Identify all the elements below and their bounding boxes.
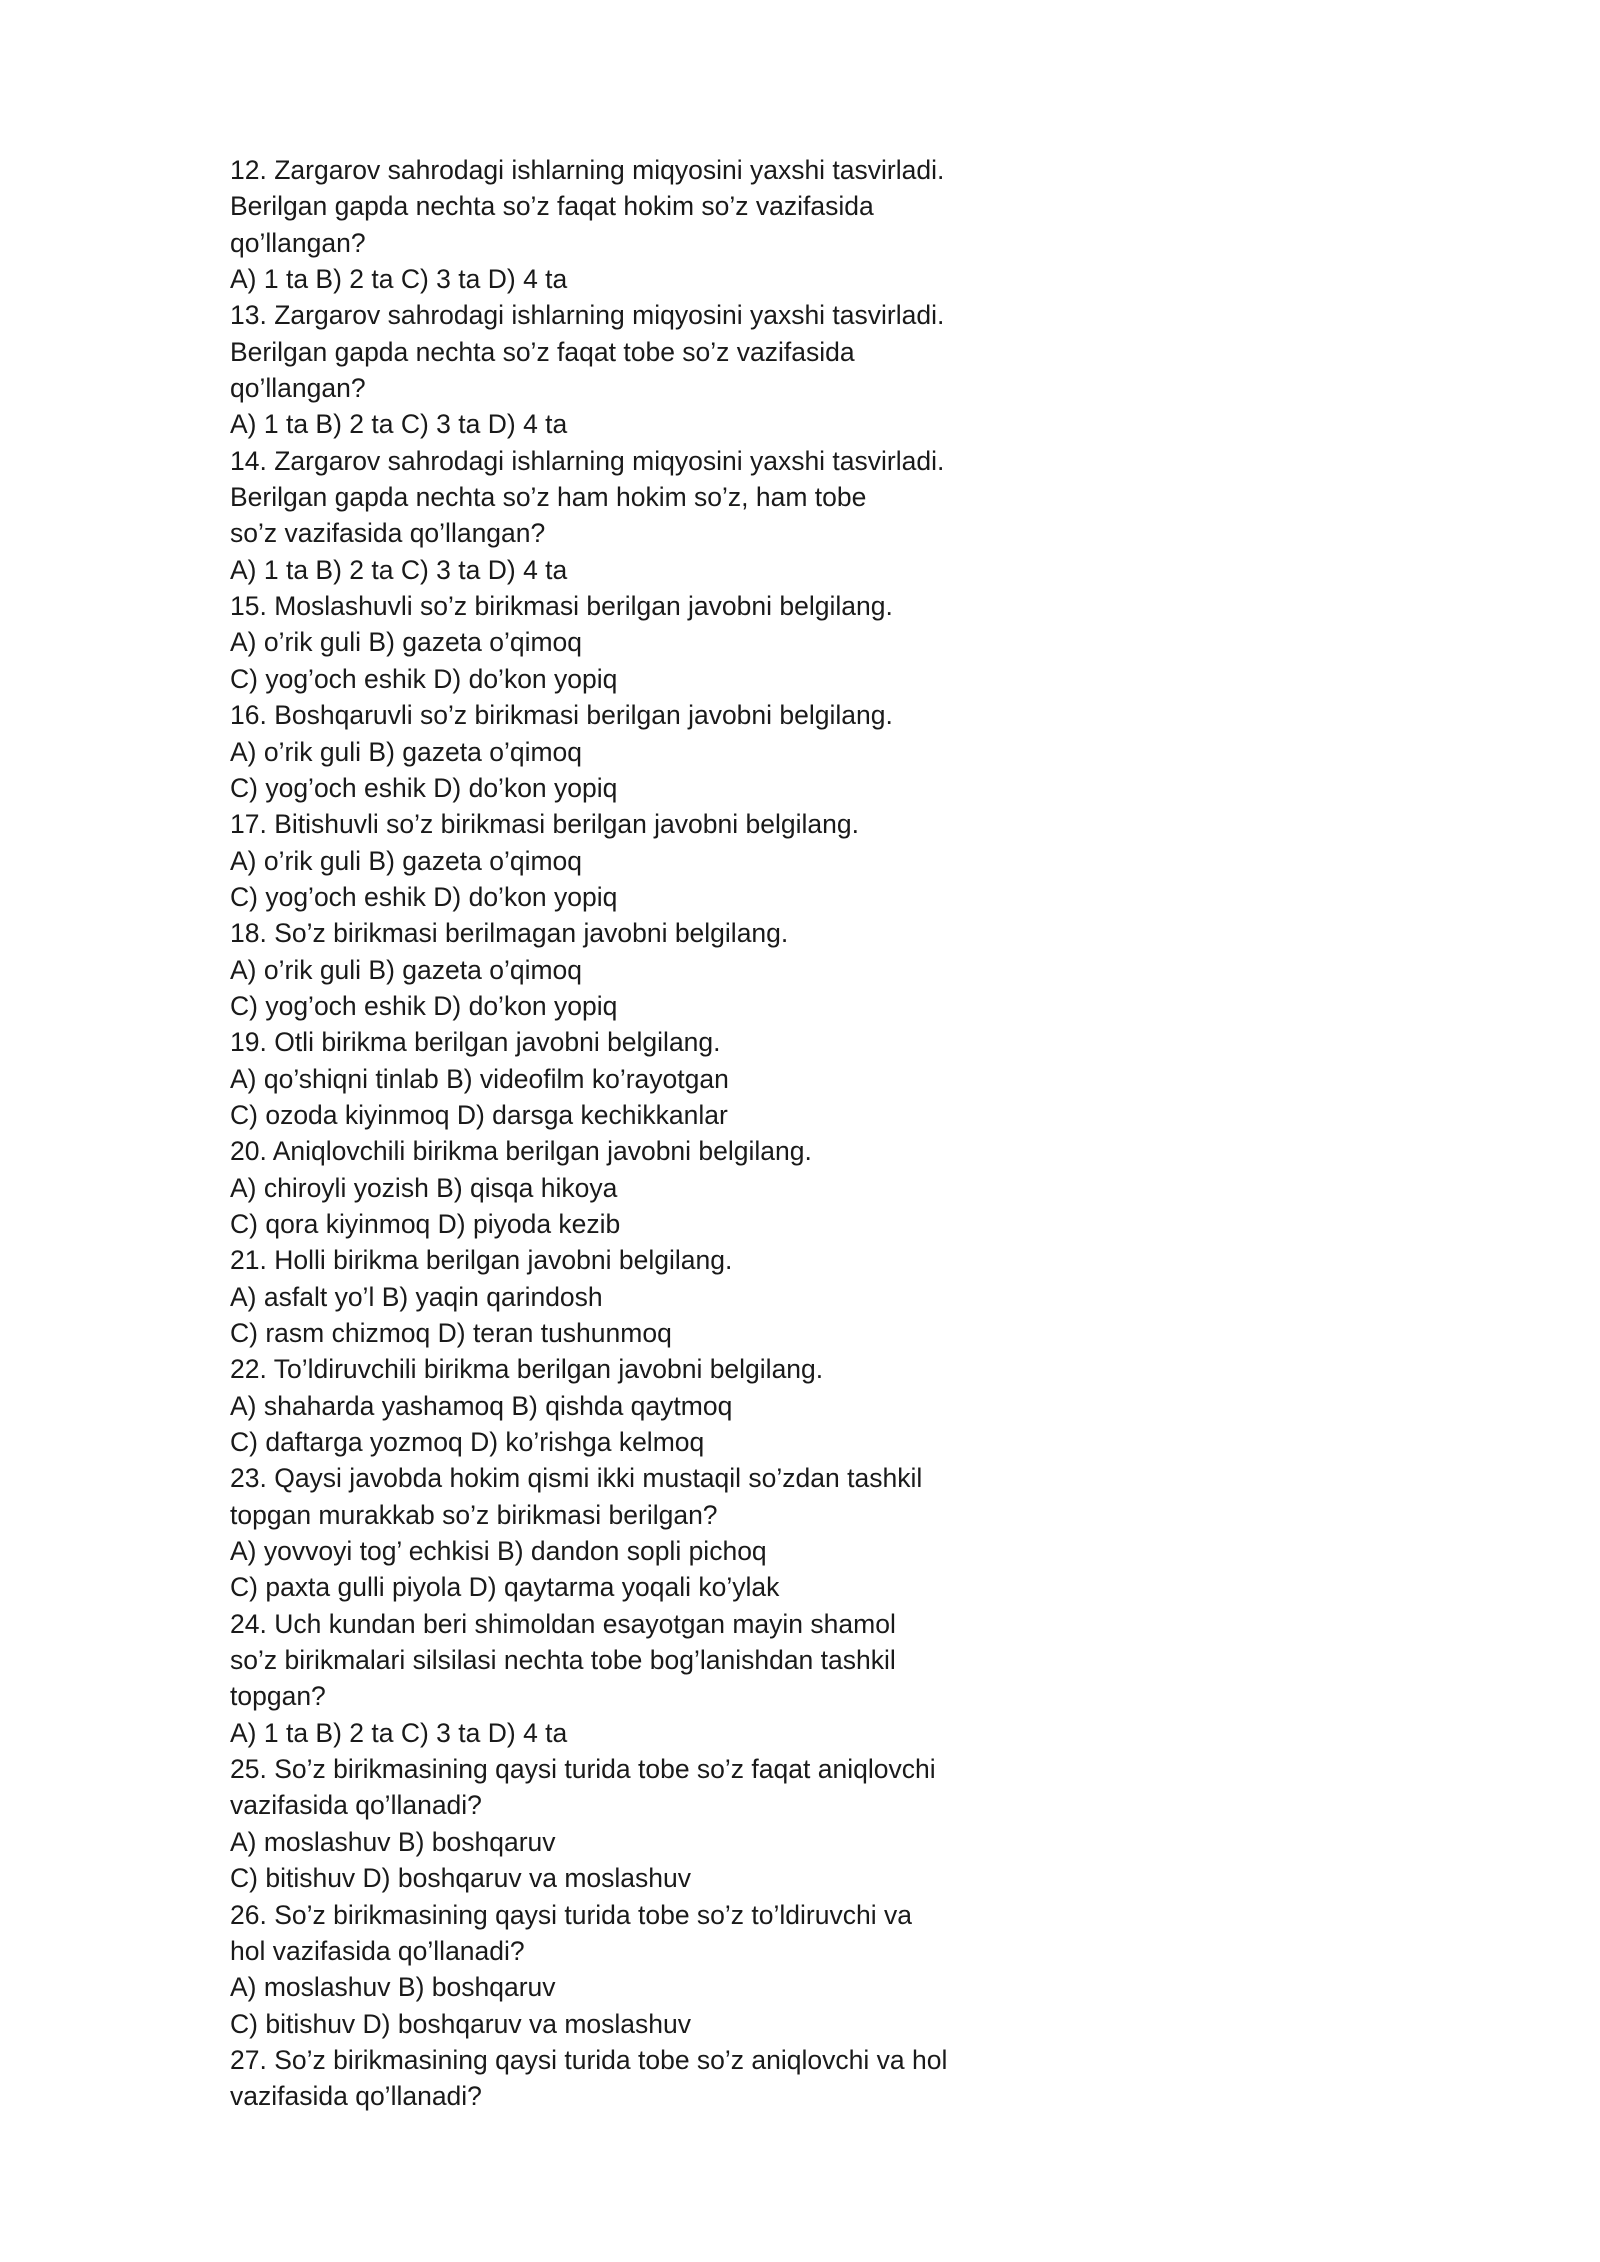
text-line: C) yog’och eshik D) do’kon yopiq: [230, 881, 618, 912]
text-line: 22. To’ldiruvchili birikma berilgan javobni belgilang.: [230, 1354, 824, 1385]
text-line: 26. So’z birikmasining qaysi turida tobe so’z to’ldiruvchi va: [230, 1899, 912, 1930]
text-line: 23. Qaysi javobda hokim qismi ikki mustaqil so’zdan tashkil: [230, 1463, 923, 1494]
text-line: 18. So’z birikmasi berilmagan javobni belgilang.: [230, 918, 789, 949]
text-line: 21. Holli birikma berilgan javobni belgilang.: [230, 1245, 733, 1276]
text-line: Berilgan gapda nechta so’z faqat tobe so’z vazifasida: [230, 336, 855, 367]
text-line: C) qora kiyinmoq D) piyoda kezib: [230, 1208, 621, 1239]
text-line: 27. So’z birikmasining qaysi turida tobe so’z aniqlovchi va hol: [230, 2044, 948, 2075]
text-line: A) 1 ta B) 2 ta C) 3 ta D) 4 ta: [230, 554, 568, 585]
text-line: topgan murakkab so’z birikmasi berilgan?: [230, 1499, 718, 1530]
text-line: 12. Zargarov sahrodagi ishlarning miqyosini yaxshi tasvirladi.: [230, 155, 945, 185]
text-line: 15. Moslashuvli so’z birikmasi berilgan javobni belgilang.: [230, 591, 893, 622]
text-line: C) rasm chizmoq D) teran tushunmoq: [230, 1318, 672, 1348]
text-line: C) ozoda kiyinmoq D) darsga kechikkanlar: [230, 1099, 728, 1130]
document-text: [230, 152, 1230, 2115]
text-line: qo’llangan?: [230, 227, 366, 258]
text-line: A) qo’shiqni tinlab B) videofilm ko’rayotgan: [230, 1063, 729, 1094]
text-line: 19. Otli birikma berilgan javobni belgilang.: [230, 1027, 721, 1058]
text-line: A) o’rik guli B) gazeta o’qimoq: [230, 627, 583, 658]
text-line: A) o’rik guli B) gazeta o’qimoq: [230, 736, 583, 767]
text-line: A) shaharda yashamoq B) qishda qaytmoq: [230, 1390, 733, 1421]
text-line: C) bitishuv D) boshqaruv va moslashuv: [230, 2008, 691, 2039]
text-line: A) asfalt yo’l B) yaqin qarindosh: [230, 1281, 603, 1312]
text-line: C) yog’och eshik D) do’kon yopiq: [230, 990, 618, 1021]
text-line: 20. Aniqlovchili birikma berilgan javobni belgilang.: [230, 1136, 812, 1167]
text-line: vazifasida qo’llanadi?: [230, 1790, 482, 1821]
text-line: vazifasida qo’llanadi?: [230, 2081, 482, 2112]
text-line: C) yog’och eshik D) do’kon yopiq: [230, 663, 618, 694]
text-line: A) o’rik guli B) gazeta o’qimoq: [230, 845, 583, 876]
text-line: Berilgan gapda nechta so’z ham hokim so’z, ham tobe: [230, 482, 867, 513]
text-line: so’z vazifasida qo’llangan?: [230, 518, 546, 549]
text-line: A) moslashuv B) boshqaruv: [230, 1972, 556, 2003]
text-line: qo’llangan?: [230, 373, 366, 404]
text-line: A) o’rik guli B) gazeta o’qimoq: [230, 954, 583, 985]
text-line: C) daftarga yozmoq D) ko’rishga kelmoq: [230, 1427, 705, 1458]
text-line: topgan?: [230, 1681, 326, 1712]
text-line: 17. Bitishuvli so’z birikmasi berilgan javobni belgilang.: [230, 809, 859, 840]
text-line: C) paxta gulli piyola D) qaytarma yoqali ko’ylak: [230, 1572, 780, 1603]
text-line: A) 1 ta B) 2 ta C) 3 ta D) 4 ta: [230, 409, 568, 440]
text-line: C) yog’och eshik D) do’kon yopiq: [230, 772, 618, 803]
text-line: 13. Zargarov sahrodagi ishlarning miqyosini yaxshi tasvirladi.: [230, 300, 945, 331]
text-line: A) chiroyli yozish B) qisqa hikoya: [230, 1172, 618, 1203]
text-line: Berilgan gapda nechta so’z faqat hokim so’z vazifasida: [230, 191, 874, 222]
text-line: A) yovvoyi tog’ echkisi B) dandon sopli pichoq: [230, 1536, 767, 1567]
text-line: 24. Uch kundan beri shimoldan esayotgan mayin shamol: [230, 1608, 896, 1639]
text-line: 16. Boshqaruvli so’z birikmasi berilgan javobni belgilang.: [230, 700, 893, 731]
text-line: hol vazifasida qo’llanadi?: [230, 1935, 525, 1966]
text-line: 14. Zargarov sahrodagi ishlarning miqyosini yaxshi tasvirladi.: [230, 445, 945, 476]
text-line: A) 1 ta B) 2 ta C) 3 ta D) 4 ta: [230, 264, 568, 295]
text-line: so’z birikmalari silsilasi nechta tobe bog’lanishdan tashkil: [230, 1645, 896, 1676]
text-line: A) 1 ta B) 2 ta C) 3 ta D) 4 ta: [230, 1717, 568, 1748]
text-line: C) bitishuv D) boshqaruv va moslashuv: [230, 1863, 691, 1894]
text-line: 25. So’z birikmasining qaysi turida tobe so’z faqat aniqlovchi: [230, 1754, 936, 1785]
text-line: A) moslashuv B) boshqaruv: [230, 1826, 556, 1857]
